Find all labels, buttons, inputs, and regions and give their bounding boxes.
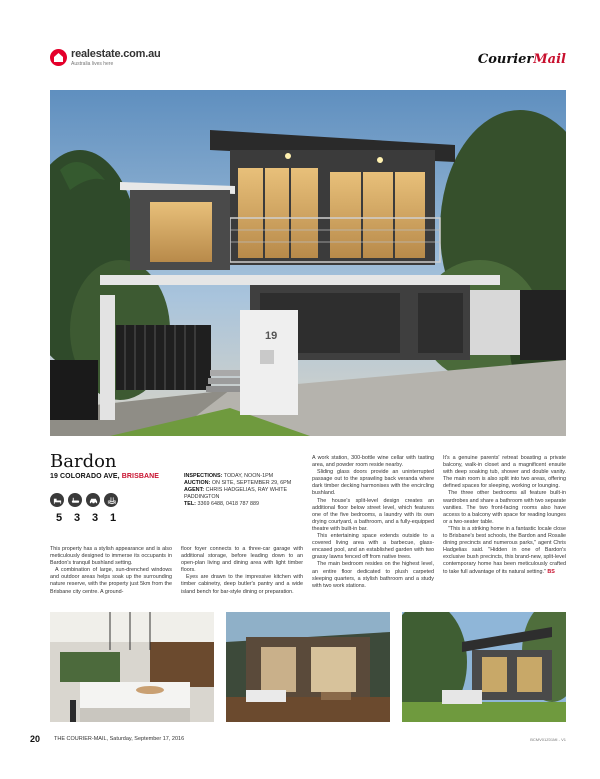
auction-label: AUCTION: <box>184 480 211 486</box>
realestate-tagline: Australia lives here <box>71 61 114 67</box>
car-icon <box>86 493 100 507</box>
feature-counts <box>56 512 128 524</box>
article-paragraph: This entertaining space extends outside to a covered living area with a barbecue, glass-encased pool, and an established garden with two grassy lawns fenced off from native trees. <box>312 533 434 561</box>
tel-label: TEL: <box>184 501 196 507</box>
tel-value: 3369 6488, 0418 787 889 <box>197 501 259 507</box>
bed-icon <box>50 493 64 507</box>
article-paragraph: Sliding glass doors provide an uninterrupted passage out to the sprawling back veranda where dark timber decking harmonises with the encircling bushland. <box>312 469 434 497</box>
feature-icons <box>50 493 118 507</box>
listing-address <box>50 473 159 480</box>
article-paragraph: floor foyer connects to a three-car garage with additional storage, before leading down to an open-plan living and dining area with light timber floors. <box>181 546 303 574</box>
kitchen-photo <box>50 612 214 722</box>
page-header <box>50 49 566 73</box>
article-column-3 <box>312 455 434 590</box>
bath-count: 3 <box>74 512 81 524</box>
article-column-2 <box>181 546 303 596</box>
car-count: 3 <box>92 512 99 524</box>
rear-exterior-photo <box>402 612 566 722</box>
page-reference: BCMV01Z01MI - V1 <box>530 737 566 742</box>
hero-house-photo <box>50 90 566 436</box>
article-paragraph: Eyes are drawn to the impressive kitchen with timber cabinetry, deep butler's pantry and a wide island bench for bar-style dining or preparation. <box>181 574 303 595</box>
pool-icon <box>104 493 118 507</box>
house-number: 19 <box>265 330 278 342</box>
article-paragraph: The main bedroom resides on the highest level, an entire floor dedicated to plush carpeted sleeping quarters, a stylish bathroom and a study with two work stations. <box>312 561 434 589</box>
article-paragraph: The house's split-level design creates an additional floor below street level, which features one of the five bedrooms, a laundry with its own drying courtyard, a bathroom, and a fully-equipped theatre with built-in bar. <box>312 497 434 532</box>
article-column-1 <box>50 546 172 596</box>
pool-count: 1 <box>110 512 117 524</box>
courier-mail-logo-part1: Courier <box>477 52 534 67</box>
publication-name: THE COURIER-MAIL, <box>54 736 109 742</box>
realestate-house-icon <box>50 49 67 66</box>
article-paragraph: A combination of large, sun-drenched windows and outdoor areas helps soak up the surrounding nature reserve, with the property just 5km from the Brisbane city centre. A ground- <box>50 567 172 595</box>
address-suburb: BRISBANE <box>121 473 160 480</box>
article-paragraph: A work station, 300-bottle wine cellar with tasting area, and powder room reside nearby. <box>312 455 434 469</box>
publication-date: Saturday, September 17, 2016 <box>109 736 185 742</box>
address-street: 19 COLORADO AVE, <box>50 473 120 480</box>
article-paragraph: This property has a stylish appearance and is also meticulously designed to immerse its occupants in Bardon's tranquil bushland setting. <box>50 546 172 567</box>
article-paragraph: It's a genuine parents' retreat boasting a private balcony, walk-in closet and a magnificent ensuite with deep soaking tub, shower and double vanity. The main room is also split into two areas, offering defined spaces for sleeping, working or lounging. <box>443 455 566 490</box>
bath-icon <box>68 493 82 507</box>
article-paragraph <box>443 526 566 576</box>
listing-details <box>184 473 309 508</box>
courier-mail-logo-part2: Mail <box>533 52 566 67</box>
courier-mail-logo <box>478 52 566 67</box>
auction-value: ON SITE, SEPTEMBER 29, 6PM <box>211 480 292 486</box>
article-paragraph: The three other bedrooms all feature built-in wardrobes and share a bathroom with two separate vanities. The two front-facing rooms also have access to a balcony with space for reading lounges or a two-seater table. <box>443 490 566 525</box>
page-number: 20 <box>30 734 41 744</box>
agent-quote: "This is a striking home in a fantastic locale close to Brisbane's best schools, the Bardon and Rosalie dining precincts and numerous parks," agent Chris Hadgelias said. "Hidden in one of Bardon's exclusive bush precincts, this brand-new, split-level contemporary home has been meticulously crafted to take full advantage of its natural setting." <box>443 525 566 575</box>
article-column-4 <box>443 455 566 576</box>
agent-label: AGENT: <box>184 487 205 493</box>
inspections-label: INSPECTIONS: <box>184 473 223 479</box>
page-footer <box>30 734 566 744</box>
living-area-photo <box>226 612 390 722</box>
realestate-logo <box>50 49 161 67</box>
thumbnail-photos <box>50 612 566 722</box>
listing-title: Bardon <box>50 451 117 472</box>
publication-line <box>54 736 184 742</box>
realestate-name: realestate.com.au <box>71 48 161 60</box>
inspections-value: TODAY, NOON-1PM <box>223 473 274 479</box>
byline: BS <box>547 568 555 575</box>
bed-count: 5 <box>56 512 63 524</box>
agent-value: CHRIS HADGELIAS, RAY WHITE PADDINGTON <box>184 487 288 500</box>
